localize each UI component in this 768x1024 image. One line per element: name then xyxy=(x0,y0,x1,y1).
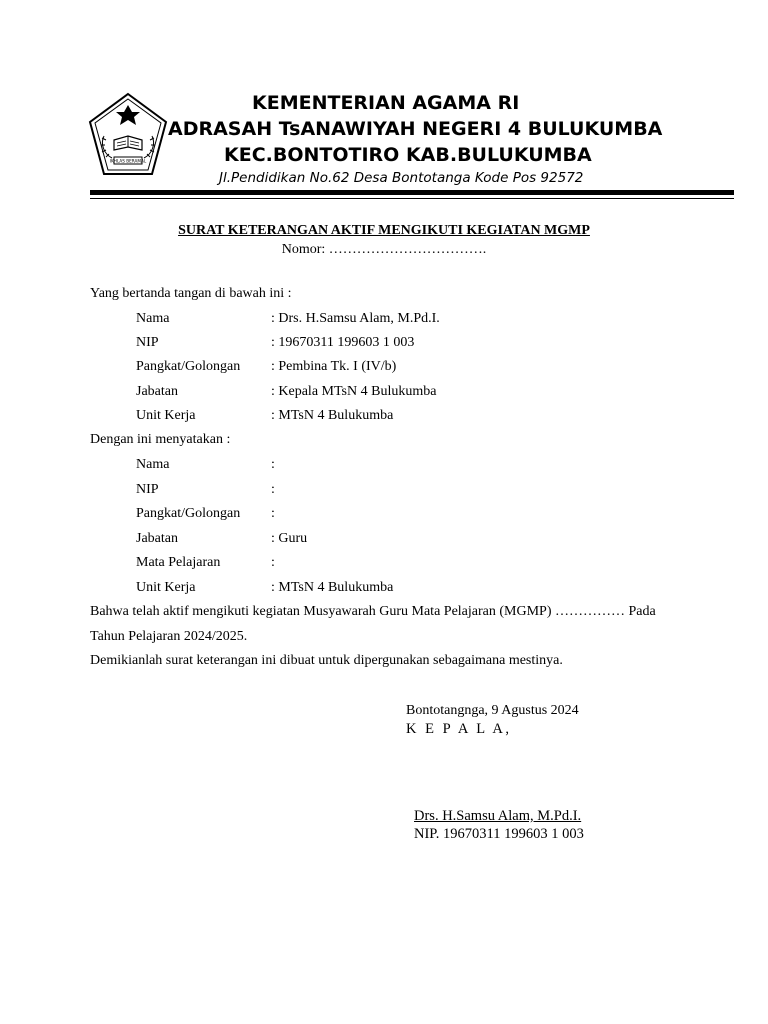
field-label: NIP xyxy=(136,482,159,497)
letterhead-ministry: KEMENTERIAN AGAMA RI xyxy=(252,92,520,114)
field-label: NIP xyxy=(136,335,159,350)
field-value: : xyxy=(271,506,275,521)
body-text-line1: Bahwa telah aktif mengikuti kegiatan Musyawarah Guru Mata Pelajaran (MGMP) …………… Pada xyxy=(90,604,656,619)
letterhead-school: ADRASAH TsANAWIYAH NEGERI 4 BULUKUMBA xyxy=(168,118,663,140)
field-label: Mata Pelajaran xyxy=(136,555,221,570)
signature-nip: NIP. 19670311 199603 1 003 xyxy=(414,826,584,842)
letterhead xyxy=(0,0,768,200)
statement-intro: Dengan ini menyatakan : xyxy=(90,432,231,447)
field-value: : Kepala MTsN 4 Bulukumba xyxy=(271,384,437,399)
field-value: : Pembina Tk. I (IV/b) xyxy=(271,359,397,374)
intro-text: Yang bertanda tangan di bawah ini : xyxy=(90,286,292,301)
letterhead-divider-thin xyxy=(90,198,734,199)
field-label: Pangkat/Golongan xyxy=(136,359,241,374)
field-label: Jabatan xyxy=(136,384,178,399)
letterhead-district: KEC.BONTOTIRO KAB.BULUKUMBA xyxy=(224,144,592,166)
field-label: Pangkat/Golongan xyxy=(136,506,241,521)
signature-name: Drs. H.Samsu Alam, M.Pd.I. xyxy=(414,808,582,824)
field-label: Unit Kerja xyxy=(136,580,196,595)
field-value: : Guru xyxy=(271,531,308,546)
field-value: : xyxy=(271,457,275,472)
field-value: : MTsN 4 Bulukumba xyxy=(271,580,394,595)
document-title: SURAT KETERANGAN AKTIF MENGIKUTI KEGIATAN MGMP xyxy=(178,223,590,238)
logo-caption: IKHLAS BERAMAL xyxy=(109,158,147,164)
field-label: Nama xyxy=(136,311,170,326)
signature-place-date: Bontotangnga, 9 Agustus 2024 xyxy=(406,703,579,718)
field-value: : Drs. H.Samsu Alam, M.Pd.I. xyxy=(271,311,440,326)
field-value: : MTsN 4 Bulukumba xyxy=(271,408,394,423)
document-number: Nomor: ……………………………. xyxy=(281,242,487,257)
field-label: Nama xyxy=(136,457,170,472)
field-label: Unit Kerja xyxy=(136,408,196,423)
field-label: Jabatan xyxy=(136,531,178,546)
closing-text: Demikianlah surat keterangan ini dibuat untuk dipergunakan sebagaimana mestinya. xyxy=(90,653,563,668)
letterhead-divider xyxy=(90,190,734,195)
field-value: : xyxy=(271,482,275,497)
field-value: : 19670311 199603 1 003 xyxy=(271,335,415,350)
signature-position: K E P A L A, xyxy=(406,721,512,737)
field-value: : xyxy=(271,555,275,570)
letterhead-address: Jl.Pendidikan No.62 Desa Bontotanga Kode Pos 92572 xyxy=(219,170,584,186)
body-text-line2: Tahun Pelajaran 2024/2025. xyxy=(90,629,248,644)
